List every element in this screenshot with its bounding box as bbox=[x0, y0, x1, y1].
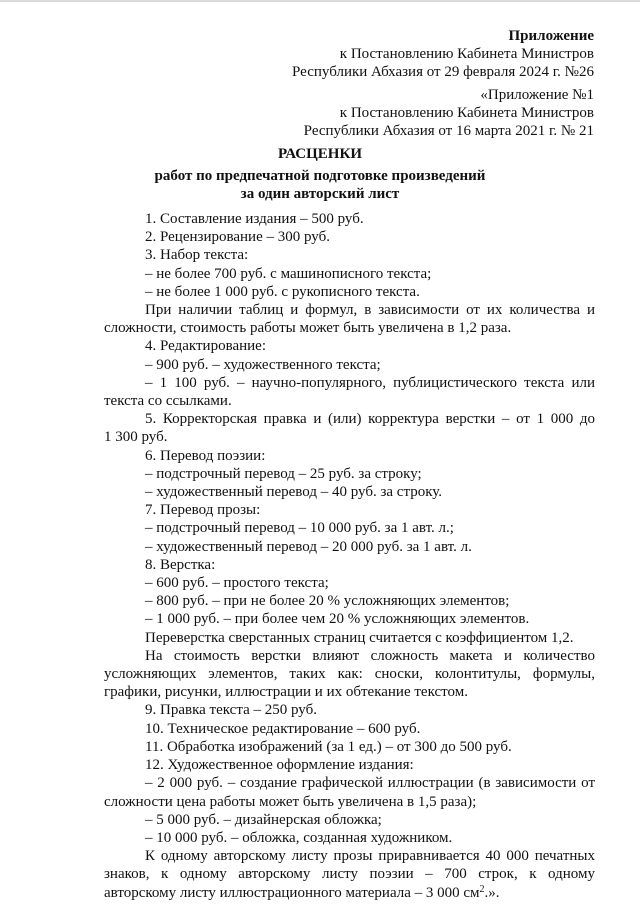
square-superscript: 2 bbox=[479, 883, 485, 895]
item-9: 9. Правка текста – 250 руб. bbox=[145, 702, 317, 719]
item-8-note-1: Переверстка сверстанных страниц считается с коэффициентом 1,2. bbox=[145, 629, 574, 646]
item-8: 8. Верстка: bbox=[145, 556, 216, 573]
quoted-appendix-label: «Приложение №1 bbox=[480, 87, 594, 103]
item-4: 4. Редактирование: bbox=[145, 338, 266, 355]
item-8-note-2-line-2: усложняющих элементов, таких как: сноски, колонтитулы, формулы, bbox=[104, 666, 595, 683]
closing-note-text: авторскому листу иллюстрационного материала – 3 000 см bbox=[104, 884, 480, 901]
item-7-option-b: – художественный перевод – 20 000 руб. за 1 авт. л. bbox=[145, 538, 472, 555]
closing-note-line-2: знаков, к одному авторскому листу поэзии – 700 строк, к одному bbox=[104, 866, 595, 883]
item-5-line-1: 5. Корректорская правка и (или) корректура верстки – от 1 000 до bbox=[145, 411, 595, 428]
item-4-option-b-line-1: – 1 100 руб. – научно-популярного, публицистического текста или bbox=[145, 374, 595, 391]
item-12-option-b: – 5 000 руб. – дизайнерская обложка; bbox=[145, 811, 382, 828]
item-6-option-a: – подстрочный перевод – 25 руб. за строку; bbox=[145, 465, 422, 482]
closing-note-line-3 bbox=[104, 884, 595, 902]
item-6-option-b: – художественный перевод – 40 руб. за строку. bbox=[145, 484, 443, 501]
item-3-note-line-1: При наличии таблиц и формул, в зависимости от их количества и bbox=[145, 302, 595, 319]
item-12: 12. Художественное оформление издания: bbox=[145, 757, 414, 774]
item-1: 1. Составление издания – 500 руб. bbox=[145, 211, 364, 227]
item-8-option-c: – 1 000 руб. – при более чем 20 % усложняющих элементов. bbox=[145, 611, 530, 628]
item-3: 3. Набор текста: bbox=[145, 247, 249, 264]
quoted-appendix-line-2: Республики Абхазия от 16 марта 2021 г. № 21 bbox=[303, 123, 594, 140]
appendix-header bbox=[292, 27, 594, 82]
appendix-line-1: к Постановлению Кабинета Министров bbox=[339, 46, 594, 63]
closing-note-line-1: К одному авторскому листу прозы приравнивается 40 000 печатных bbox=[145, 848, 595, 865]
quoted-appendix-header bbox=[304, 86, 594, 141]
quoted-appendix-line-1: к Постановлению Кабинета Министров bbox=[339, 105, 594, 122]
item-3-option-a: – не более 700 руб. с машинописного текста; bbox=[145, 265, 432, 282]
item-8-option-b: – 800 руб. – при не более 20 % усложняющих элементов; bbox=[145, 593, 510, 610]
item-4-option-a: – 900 руб. – художественного текста; bbox=[145, 356, 381, 373]
item-7: 7. Перевод прозы: bbox=[145, 502, 261, 519]
item-5-line-2: 1 300 руб. bbox=[104, 429, 168, 446]
document-subtitle-line-2: за один авторский лист bbox=[240, 186, 400, 202]
item-3-note-line-2: сложности, стоимость работы может быть увеличена в 1,2 раза. bbox=[104, 320, 512, 337]
item-4-option-b-line-2: текста со ссылками. bbox=[104, 393, 232, 410]
item-12-option-a-line-1: – 2 000 руб. – создание графической иллюстрации (в зависимости от bbox=[145, 775, 595, 792]
document-title: РАСЦЕНКИ bbox=[277, 146, 363, 162]
item-12-option-a-line-2: сложности цена работы может быть увеличена в 1,5 раза); bbox=[104, 793, 477, 810]
item-11: 11. Обработка изображений (за 1 ед.) – от 300 до 500 руб. bbox=[145, 738, 512, 755]
item-2: 2. Рецензирование – 300 руб. bbox=[145, 229, 330, 246]
appendix-line-2: Республики Абхазия от 29 февраля 2024 г. №26 bbox=[292, 64, 594, 81]
price-list-body bbox=[104, 210, 595, 902]
item-6: 6. Перевод поэзии: bbox=[145, 447, 266, 464]
item-3-option-b: – не более 1 000 руб. с рукописного текста. bbox=[145, 283, 420, 300]
item-8-option-a: – 600 руб. – простого текста; bbox=[145, 575, 329, 592]
item-10: 10. Техническое редактирование – 600 руб. bbox=[145, 720, 421, 737]
item-8-note-2-line-3: графики, рисунки, иллюстрации и их обтекание текстом. bbox=[104, 684, 468, 701]
scan-edge bbox=[0, 0, 640, 2]
closing-note-end: .». bbox=[484, 884, 500, 901]
item-8-note-2-line-1: На стоимость верстки влияют сложность макета и количество bbox=[145, 647, 595, 664]
item-7-option-a: – подстрочный перевод – 10 000 руб. за 1 авт. л.; bbox=[145, 520, 454, 537]
document-subtitle-line-1: работ по предпечатной подготовке произведений bbox=[154, 168, 486, 184]
appendix-label: Приложение bbox=[508, 28, 594, 44]
item-12-option-c: – 10 000 руб. – обложка, созданная художником. bbox=[145, 829, 453, 846]
